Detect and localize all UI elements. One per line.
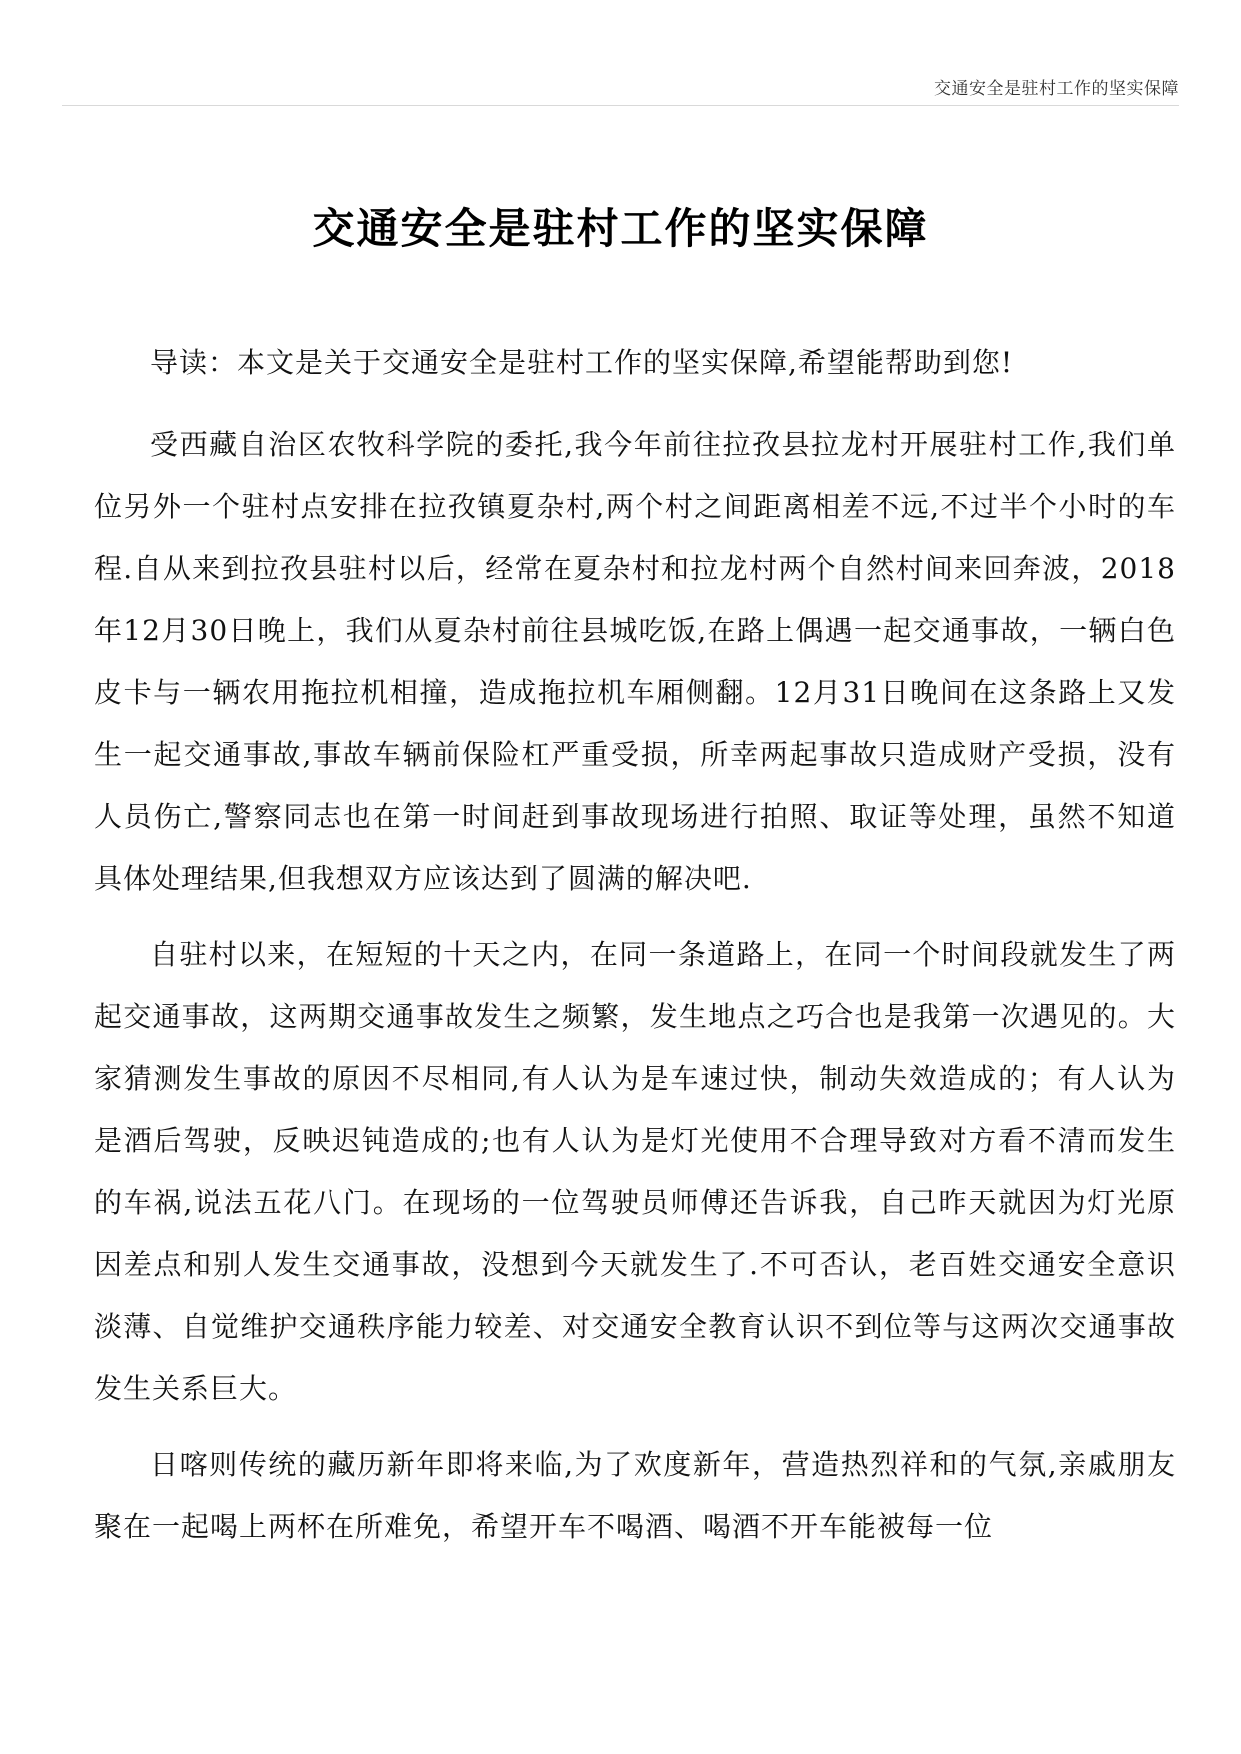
document-body <box>94 332 1176 1572</box>
lead-paragraph: 导读：本文是关于交通安全是驻村工作的坚实保障,希望能帮助到您! <box>150 346 1014 379</box>
header-divider <box>62 105 1179 106</box>
running-header: 交通安全是驻村工作的坚实保障 <box>934 79 1179 99</box>
body-paragraph: 受西藏自治区农牧科学院的委托,我今年前往拉孜县拉龙村开展驻村工作,我们单位另外一个驻村点安排在拉孜镇夏杂村,两个村之间距离相差不远,不过半个小时的车程.自从来到拉孜县驻村以后，经常在夏杂村和拉龙村两个自然村间来回奔波，2018年12月30日晚上，我们从夏杂村前往县城吃饭,在路上偶遇一起交通事故，一辆白色皮卡与一辆农用拖拉机相撞，造成拖拉机车厢侧翻。12月31日晚间在这条路上又发生一起交通事故,事故车辆前保险杠严重受损，所幸两起事故只造成财产受损，没有人员伤亡,警察同志也在第一时间赶到事故现场进行拍照、取证等处理，虽然不知道具体处理结果,但我想双方应该达到了圆满的解决吧. <box>94 428 1176 895</box>
page-title: 交通安全是驻村工作的坚实保障 <box>312 204 929 253</box>
body-paragraph: 自驻村以来，在短短的十天之内，在同一条道路上，在同一个时间段就发生了两起交通事故，这两期交通事故发生之频繁，发生地点之巧合也是我第一次遇见的。大家猜测发生事故的原因不尽相同,有人认为是车速过快，制动失效造成的；有人认为是酒后驾驶，反映迟钝造成的;也有人认为是灯光使用不合理导致对方看不清而发生的车祸,说法五花八门。在现场的一位驾驶员师傅还告诉我，自己昨天就因为灯光原因差点和别人发生交通事故，没想到今天就发生了.不可否认，老百姓交通安全意识淡薄、自觉维护交通秩序能力较差、对交通安全教育认识不到位等与这两次交通事故发生关系巨大。 <box>94 938 1176 1405</box>
body-paragraph: 日喀则传统的藏历新年即将来临,为了欢度新年，营造热烈祥和的气氛,亲戚朋友聚在一起喝上两杯在所难免，希望开车不喝酒、喝酒不开车能被每一位 <box>94 1448 1176 1543</box>
